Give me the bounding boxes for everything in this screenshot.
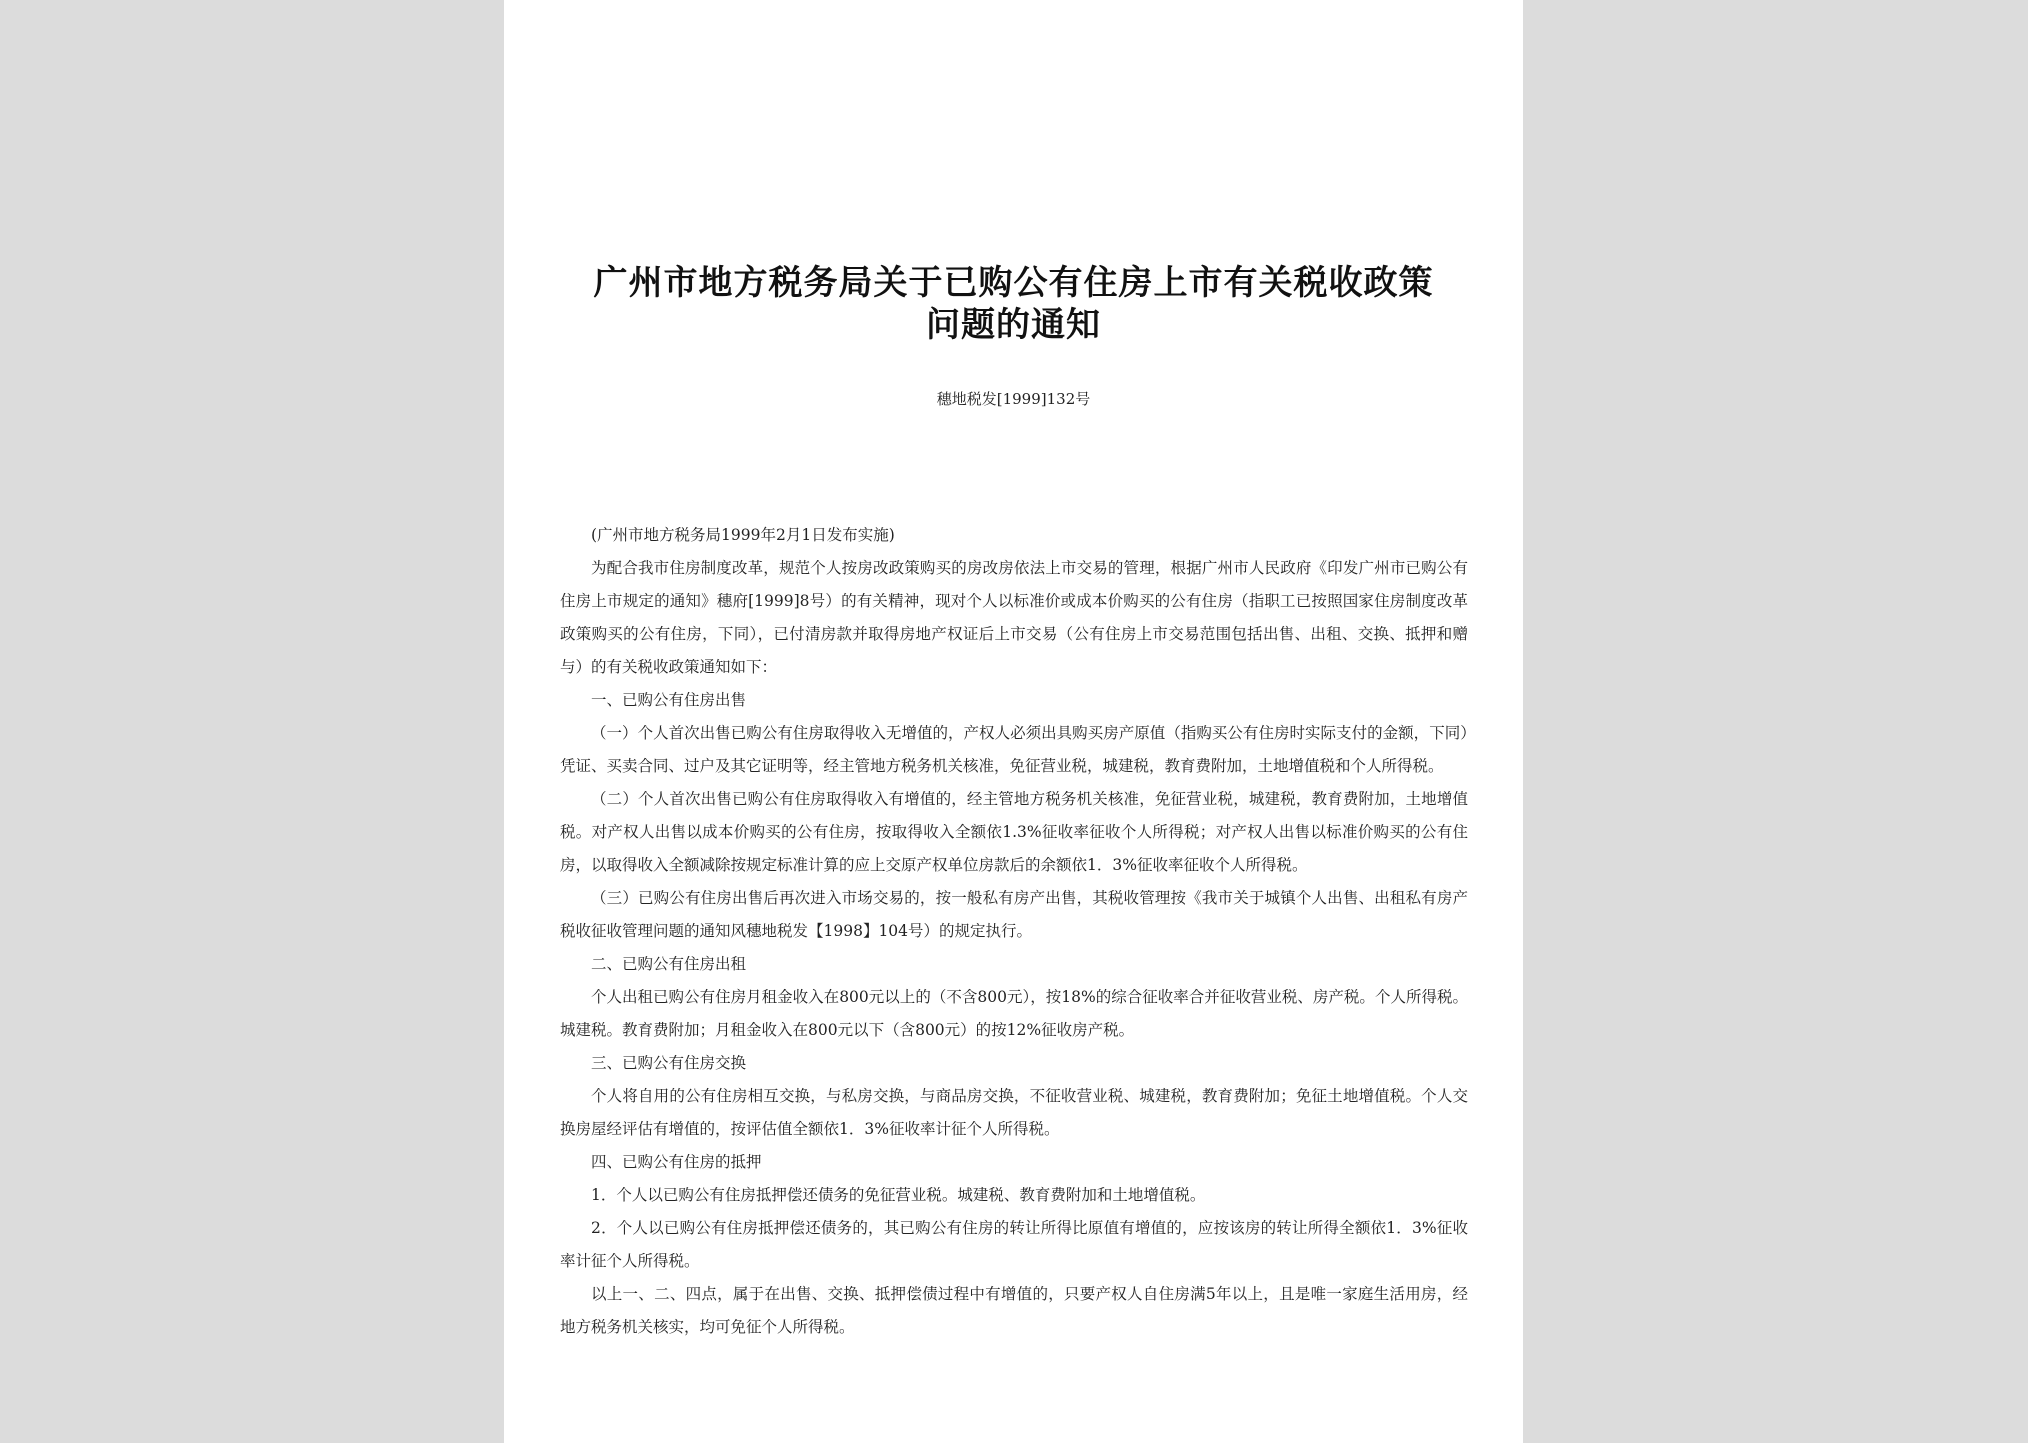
document-body — [560, 519, 1468, 1344]
section-heading: 二、已购公有住房出租 — [591, 955, 747, 973]
body-paragraph: （三）已购公有住房出售后再次进入市场交易的，按一般私有房产出售，其税收管理按《我市关于城镇个人出售、出租私有房产税收征收管理问题的通知风穗地税发【1998】104号）的规定执行。 — [560, 889, 1468, 940]
section-heading: 一、已购公有住房出售 — [591, 691, 747, 709]
document-number: 穗地税发[1999]132号 — [936, 390, 1091, 408]
body-paragraph: （一）个人首次出售已购公有住房取得收入无增值的，产权人必须出具购买房产原值（指购买公有住房时实际支付的金额，下同）凭证、买卖合同、过户及其它证明等，经主管地方税务机关核准，免征营业税，城建税，教育费附加，土地增值税和个人所得税。 — [560, 724, 1468, 775]
body-paragraph: 以上一、二、四点，属于在出售、交换、抵押偿债过程中有增值的，只要产权人自住房满5年以上，且是唯一家庭生活用房，经地方税务机关核实，均可免征个人所得税。 — [560, 1285, 1468, 1336]
body-paragraph: 个人将自用的公有住房相互交换，与私房交换，与商品房交换，不征收营业税、城建税，教育费附加；免征土地增值税。个人交换房屋经评估有增值的，按评估值全额依1．3%征收率计征个人所得税。 — [560, 1087, 1468, 1138]
body-paragraph: （二）个人首次出售已购公有住房取得收入有增值的，经主管地方税务机关核准，免征营业税，城建税，教育费附加，土地增值税。对产权人出售以成本价购买的公有住房，按取得收入全额依1.3%征收率征收个人所得税；对产权人出售以标准价购买的公有住房，以取得收入全额减除按规定标准计算的应上交原产权单位房款后的余额依1．3%征收率征收个人所得税。 — [560, 790, 1468, 874]
body-paragraph: (广州市地方税务局1999年2月1日发布实施) — [591, 526, 895, 544]
document-title: 广州市地方税务局关于已购公有住房上市有关税收政策问题的通知 — [593, 263, 1434, 345]
body-paragraph: 为配合我市住房制度改革，规范个人按房改政策购买的房改房依法上市交易的管理，根据广州市人民政府《印发广州市已购公有住房上市规定的通知》穗府[1999]8号）的有关精神，现对个人以标准价或成本价购买的公有住房（指职工已按照国家住房制度改革政策购买的公有住房，下同），已付清房款并取得房地产权证后上市交易（公有住房上市交易范围包括出售、出租、交换、抵押和赠与）的有关税收政策通知如下： — [560, 559, 1468, 676]
body-paragraph: 2．个人以已购公有住房抵押偿还债务的，其已购公有住房的转让所得比原值有增值的，应按该房的转让所得全额依1．3%征收率计征个人所得税。 — [560, 1219, 1468, 1270]
body-paragraph: 1．个人以已购公有住房抵押偿还债务的免征营业税。城建税、教育费附加和土地增值税。 — [591, 1186, 1206, 1204]
document-page — [504, 0, 1523, 1443]
body-paragraph: 个人出租已购公有住房月租金收入在800元以上的（不含800元），按18%的综合征收率合并征收营业税、房产税。个人所得税。城建税。教育费附加；月租金收入在800元以下（含800元）的按12%征收房产税。 — [560, 988, 1468, 1039]
section-heading: 四、已购公有住房的抵押 — [591, 1153, 762, 1171]
section-heading: 三、已购公有住房交换 — [591, 1054, 747, 1072]
